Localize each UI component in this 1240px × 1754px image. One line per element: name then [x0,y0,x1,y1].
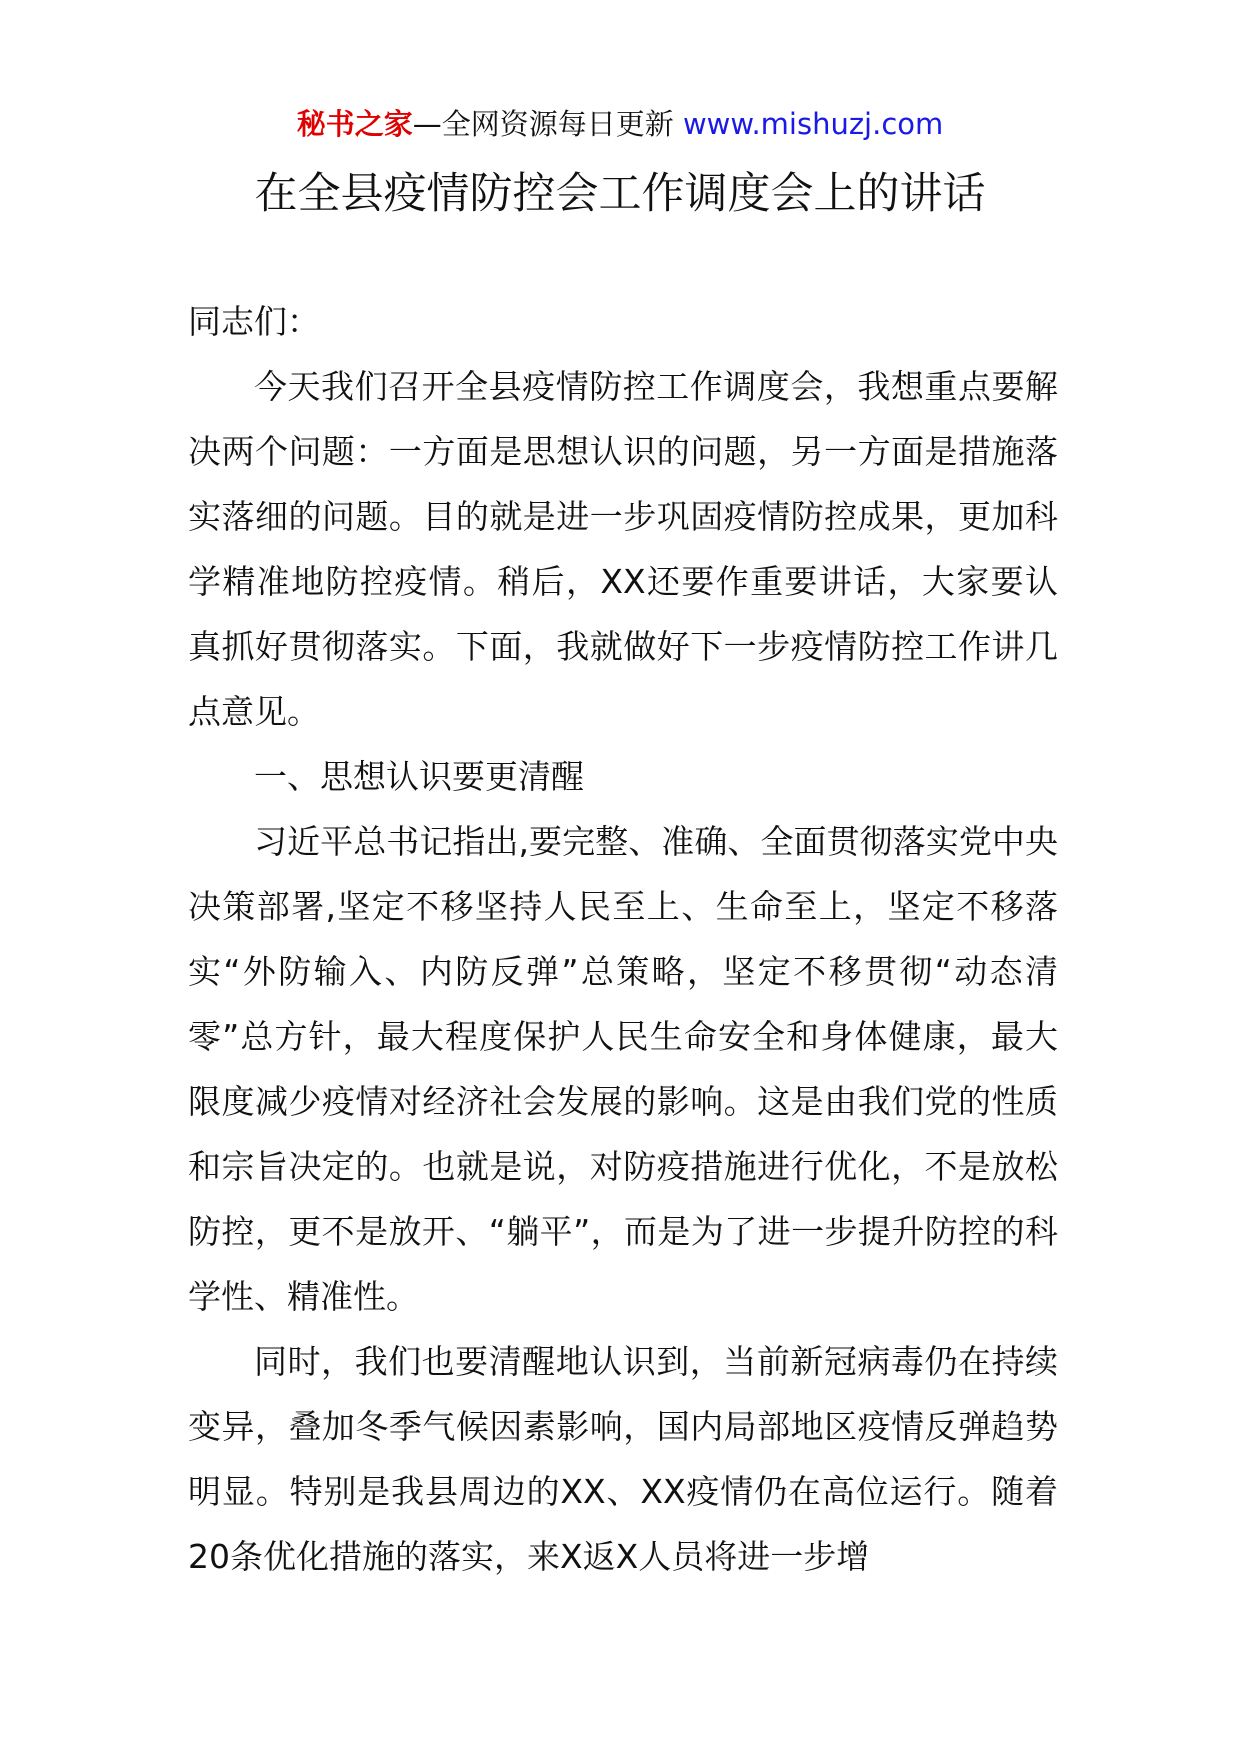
paragraph-situation: 同时，我们也要清醒地认识到，当前新冠病毒仍在持续变异，叠加冬季气候因素影响，国内局部地区疫情反弹趋势明显。特别是我县周边的XX、XX疫情仍在高位运行。随着20条优化措施的落实，来X返X人员将进一步增 [188,1342,1058,1576]
brand-name: 秘书之家 [296,107,413,141]
paragraph-intro: 今天我们召开全县疫情防控工作调度会，我想重点要解决两个问题：一方面是思想认识的问题，另一方面是措施落实落细的问题。目的就是进一步巩固疫情防控成果，更加科学精准地防控疫情。稍后，XX还要作重要讲话，大家要认真抓好贯彻落实。下面，我就做好下一步疫情防控工作讲几点意见。 [188,367,1058,731]
salutation: 同志们： [188,302,320,341]
section-heading: 一、思想认识要更清醒 [254,757,584,796]
paragraph-directive: 习近平总书记指出,要完整、准确、全面贯彻落实党中央决策部署,坚定不移坚持人民至上、生命至上，坚定不移落实“外防输入、内防反弹”总策略，坚定不移贯彻“动态清零”总方针，最大程度保护人民生命安全和身体健康，最大限度减少疫情对经济社会发展的影响。这是由我们党的性质和宗旨决定的。也就是说，对防疫措施进行优化，不是放松防控，更不是放开、“躺平”，而是为了进一步提升防控的科学性、精准性。 [188,822,1058,1316]
document-body [188,289,1058,1589]
document-title: 在全县疫情防控会工作调度会上的讲话 [254,169,986,219]
header-tagline: —全网资源每日更新 [412,107,674,141]
site-header [0,104,1240,144]
site-url-link[interactable]: www.mishuzj.com [682,107,944,141]
